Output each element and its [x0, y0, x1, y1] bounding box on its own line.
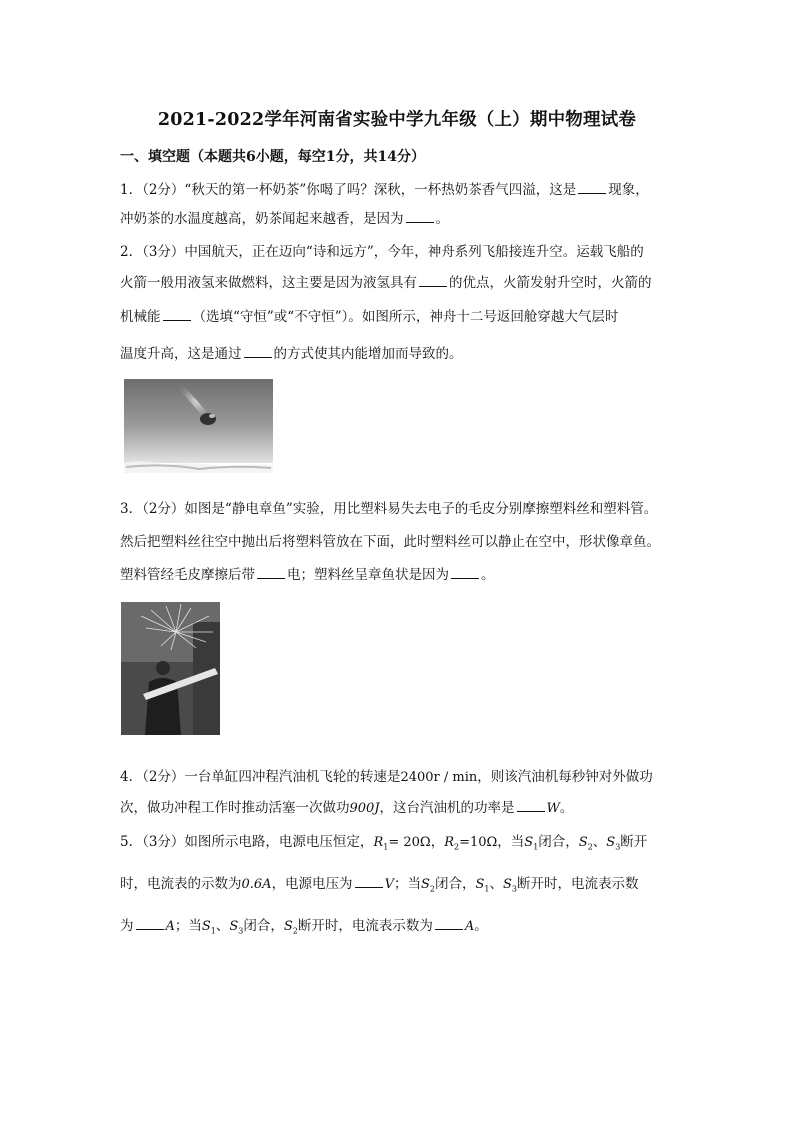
- q2-line-3: 机械能 （选填“守恒”或“不守恒”）。如图所示，神舟十二号返回舱穿越大气层时: [120, 309, 619, 325]
- answer-blank[interactable]: [136, 917, 164, 930]
- answer-blank[interactable]: [419, 274, 447, 287]
- answer-blank[interactable]: [578, 181, 606, 194]
- q4-line-1: 4．（2分）一台单缸四冲程汽油机飞轮的转速是2400r / min，则该汽油机每秒钟对外做功: [120, 769, 653, 785]
- static-octopus-photo: [121, 602, 220, 735]
- page-title: 2021-2022学年河南省实验中学九年级（上）期中物理试卷: [157, 110, 637, 130]
- q1-line-1: 1．（2分）“秋天的第一杯奶茶”你喝了吗？深秋，一杯热奶茶香气四溢，这是 现象，: [120, 182, 649, 198]
- q3-line-2: 然后把塑料丝往空中抛出后将塑料管放在下面，此时塑料丝可以静止在空中，形状像章鱼。: [120, 534, 660, 550]
- capsule-reentry-photo: [124, 379, 273, 473]
- q5-line-2: 时，电流表的示数为0.6A，电源电压为 V；当$S_2$闭合，$S_1$、$S_3$断开时，电流表示数: [120, 876, 639, 894]
- q5-line-1: 5．（3分）如图所示电路，电源电压恒定，$R_1= 20\Omega$，$R_2=10\Omega$，当$S_1$闭合，$S_2$、$S_3$断开: [120, 834, 648, 852]
- q1-line-2: 冲奶茶的水温度越高，奶茶闻起来越香，是因为 。: [120, 211, 449, 227]
- answer-blank[interactable]: [163, 308, 191, 321]
- q3-line-3: 塑料管经毛皮摩擦后带 电；塑料丝呈章鱼状是因为 。: [120, 567, 495, 583]
- q5-line-3: 为 A；当$S_1$、$S_3$闭合，$S_2$断开时，电流表示数为 A。: [120, 918, 488, 936]
- section-heading: 一、填空题（本题共6小题，每空1分，共14分）: [120, 149, 425, 165]
- q2-line-2: 火箭一般用液氢来做燃料，这主要是因为液氢具有 的优点，火箭发射升空时，火箭的: [120, 275, 652, 291]
- answer-blank[interactable]: [244, 345, 272, 358]
- answer-blank[interactable]: [517, 799, 545, 812]
- q4-line-2: 次，做功冲程工作时推动活塞一次做功900J，这台汽油机的功率是 W。: [120, 800, 574, 816]
- q2-line-1: 2．（3分）中国航天，正在迈向“诗和远方”，今年，神舟系列飞船接连升空。运载飞船的: [120, 244, 644, 260]
- q2-line-4: 温度升高，这是通过 的方式使其内能增加而导致的。: [120, 346, 463, 362]
- answer-blank[interactable]: [406, 210, 434, 223]
- answer-blank[interactable]: [355, 875, 383, 888]
- answer-blank[interactable]: [435, 917, 463, 930]
- q3-line-1: 3．（2分）如图是“静电章鱼”实验，用比塑料易失去电子的毛皮分别摩擦塑料丝和塑料管。: [120, 501, 658, 517]
- answer-blank[interactable]: [451, 566, 479, 579]
- answer-blank[interactable]: [257, 566, 285, 579]
